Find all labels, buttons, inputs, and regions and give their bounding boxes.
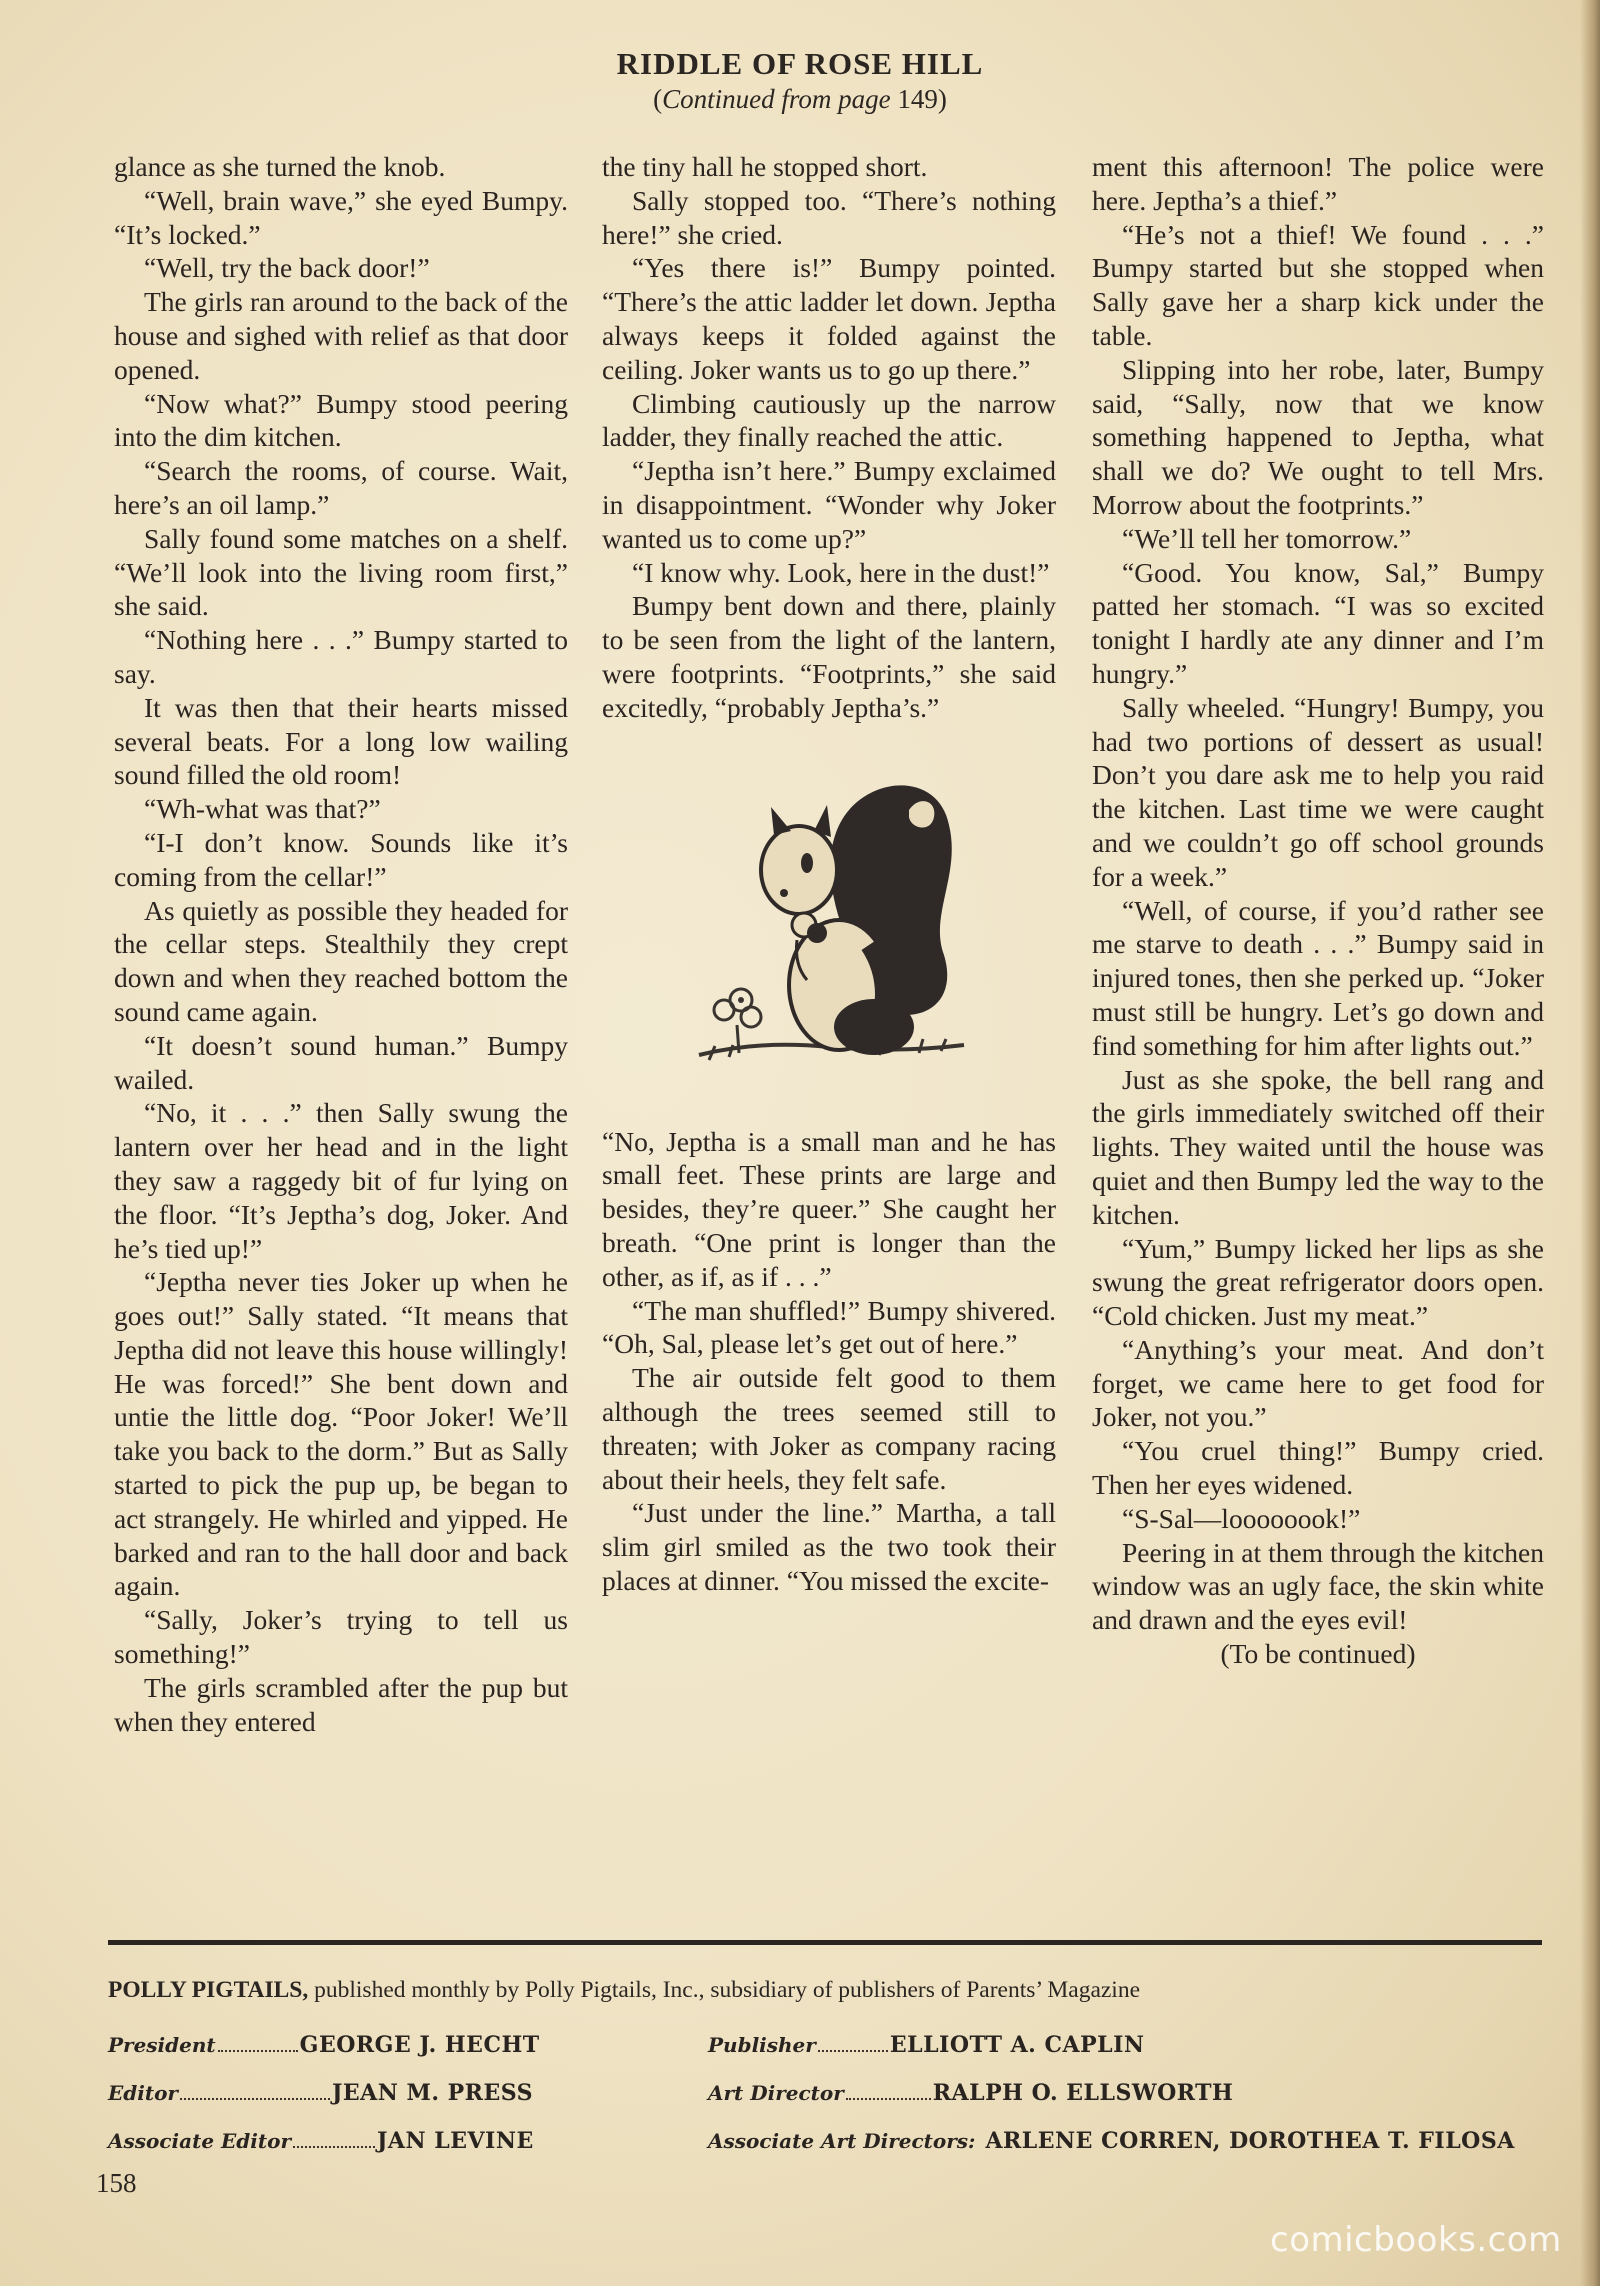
masthead-divider: [108, 1940, 1542, 1945]
paragraph: “I know why. Look, here in the dust!”: [632, 556, 1050, 588]
publisher-brand: POLLY PIGTAILS,: [108, 1977, 309, 2003]
paragraph: “Wh-what was that?”: [144, 793, 381, 825]
staff-associate-editor: [108, 2128, 534, 2154]
staff-art-director: [708, 2080, 1233, 2106]
staff-name: GEORGE J. HECHT: [299, 2032, 540, 2058]
paragraph: The girls scrambled after the pup but when they entered: [114, 1671, 568, 1737]
paragraph: “Jeptha isn’t here.” Bumpy exclaimed in disappointment. “Wonder why Joker wanted us to come up?”: [602, 455, 1056, 554]
paragraph: Bumpy bent down and there, plainly to be seen from the light of the lantern, were footprints. “Footprints,” she said excitedly, “probably Jeptha’s.”: [602, 590, 1056, 723]
continued-note: [0, 84, 1600, 115]
page-number: 158: [96, 2168, 137, 2198]
paragraph: ment this afternoon! The police were here. Jeptha’s a thief.”: [1092, 151, 1544, 216]
paragraph: “Just under the line.” Martha, a tall slim girl smiled as the two took their places at dinner. “You missed the excite-: [602, 1497, 1056, 1596]
staff-name: RALPH O. ELLSWORTH: [932, 2080, 1234, 2106]
paragraph: The girls ran around to the back of the house and sighed with relief as that door opened.: [114, 286, 568, 385]
paragraph: “S-Sal—loooooook!”: [1122, 1502, 1361, 1534]
page-spine-shadow: [1580, 0, 1600, 2286]
continued-open-paren: (: [653, 84, 663, 114]
paragraph: Peering in at them through the kitchen window was an ugly face, the skin white and drawn and the eyes evil!: [1092, 1536, 1544, 1636]
paragraph: Just as she spoke, the bell rang and the girls immediately switched off their lights. They waited until the house was quiet and then Bumpy led the way to the kitchen.: [1092, 1063, 1544, 1230]
story-header: [0, 46, 1600, 115]
staff-publisher: [708, 2032, 1145, 2058]
paragraph: “He’s not a thief! We found . . .” Bumpy started but she stopped when Sally gave her a sharp kick under the table.: [1092, 218, 1544, 351]
paragraph: “Search the rooms, of course. Wait, here’s an oil lamp.”: [114, 455, 568, 520]
paragraph: glance as she turned the knob.: [114, 151, 446, 182]
staff-role: Publisher: [708, 2033, 816, 2057]
paragraph: the tiny hall he stopped short.: [602, 151, 928, 182]
to-be-continued: (To be continued): [1220, 1638, 1416, 1670]
staff-president: [108, 2032, 540, 2058]
paragraph: “The man shuffled!” Bumpy shivered. “Oh, Sal, please let’s get out of here.”: [602, 1294, 1056, 1360]
paragraph: “Jeptha never ties Joker up when he goes out!” Sally stated. “It means that Jeptha did not leave this house willingly! He was forced!” She bent down and untie the little dog. “Poor Joker! We’ll take you back to the dorm.” But as Sally started to pick the pup up, be began to act strangely. He whirled and yipped. He barked and ran to the hall door and back again.: [114, 1266, 568, 1602]
staff-editor: [108, 2080, 533, 2106]
continued-page-number: 149): [890, 84, 947, 114]
text-column-1: [114, 150, 568, 1920]
text-column-2: [602, 150, 1056, 1920]
text-column-3: [1092, 150, 1544, 1920]
paragraph: “No, it . . .” then Sally swung the lantern over her head and in the light they saw a raggedy bit of fur lying on the floor. “It’s Jeptha’s dog, Joker. And he’s tied up!”: [114, 1097, 568, 1264]
staff-role: Associate Editor: [108, 2129, 291, 2153]
paragraph: Sally stopped too. “There’s nothing here!” she cried.: [602, 184, 1056, 250]
paragraph: Sally found some matches on a shelf. “We’ll look into the living room first,” she said.: [114, 522, 568, 622]
masthead: [108, 1977, 1542, 2004]
staff-role: President: [108, 2033, 216, 2057]
paragraph: “Anything’s your meat. And don’t forget, we came here to get food for Joker, not you.”: [1092, 1333, 1544, 1433]
staff-role: Associate Art Directors:: [708, 2129, 976, 2153]
paragraph: “It doesn’t sound human.” Bumpy wailed.: [114, 1029, 568, 1095]
staff-name: JEAN M. PRESS: [331, 2080, 534, 2106]
publisher-line: [108, 1977, 1542, 2004]
staff-name: ARLENE CORREN, DOROTHEA T. FILOSA: [985, 2128, 1515, 2154]
staff-name: ELLIOTT A. CAPLIN: [889, 2032, 1145, 2058]
paragraph: It was then that their hearts missed several beats. For a long low wailing sound filled the old room!: [114, 691, 568, 791]
site-watermark: comicbooks.com: [1270, 2220, 1562, 2260]
paragraph: The air outside felt good to them although the trees seemed still to threaten; with Joker as company racing about their heels, they felt safe.: [602, 1362, 1056, 1495]
paragraph: Slipping into her robe, later, Bumpy said, “Sally, now that we know something happened to Jeptha, what shall we do? We ought to tell Mrs. Morrow about the footprints.”: [1092, 353, 1544, 520]
paragraph: “We’ll tell her tomorrow.”: [1122, 522, 1412, 554]
paragraph: “Well, try the back door!”: [144, 252, 430, 284]
staff-role: Art Director: [708, 2081, 844, 2105]
paragraph: As quietly as possible they headed for the cellar steps. Stealthily they crept down and when they reached bottom the sound came again.: [114, 894, 568, 1027]
paragraph: “Nothing here . . .” Bumpy started to say.: [114, 624, 568, 689]
publisher-line-text: published monthly by Polly Pigtails, Inc., subsidiary of publishers of Parents’ Magazine: [308, 1977, 1141, 2003]
paragraph: “I-I don’t know. Sounds like it’s coming from the cellar!”: [114, 826, 568, 892]
paragraph: “Good. You know, Sal,” Bumpy patted her stomach. “I was so excited tonight I hardly ate any dinner and I’m hungry.”: [1092, 556, 1544, 689]
paragraph: “Well, of course, if you’d rather see me starve to death . . .” Bumpy said in injured tones, then she perked up. “Joker must still be hungry. Let’s go down and find something for him after lights out.”: [1092, 894, 1544, 1061]
squirrel-illustration-icon: [679, 755, 979, 1105]
paragraph: “Now what?” Bumpy stood peering into the dim kitchen.: [114, 387, 568, 453]
continued-italic-text: Continued from page: [662, 84, 891, 114]
staff-name: JAN LEVINE: [376, 2128, 534, 2154]
paragraph: Sally wheeled. “Hungry! Bumpy, you had two portions of dessert as usual! Don’t you dare ask me to help you raid the kitchen. Last time we were caught and we couldn’t go off school grounds for a week.”: [1092, 691, 1544, 892]
paragraph: “Yum,” Bumpy licked her lips as she swung the great refrigerator doors open. “Cold chicken. Just my meat.”: [1092, 1232, 1544, 1332]
staff-role: Editor: [108, 2081, 178, 2105]
paragraph: “Yes there is!” Bumpy pointed. “There’s the attic ladder let down. Jeptha always keeps it folded against the ceiling. Joker wants us to go up there.”: [602, 252, 1056, 385]
staff-associate-art-directors: [708, 2128, 1515, 2154]
paragraph: “You cruel thing!” Bumpy cried. Then her eyes widened.: [1092, 1435, 1544, 1501]
paragraph: “Well, brain wave,” she eyed Bumpy. “It’s locked.”: [114, 184, 568, 250]
paragraph: “Sally, Joker’s trying to tell us something!”: [114, 1604, 568, 1670]
paragraph: Climbing cautiously up the narrow ladder, they finally reached the attic.: [602, 387, 1056, 453]
paragraph: “No, Jeptha is a small man and he has small feet. These prints are large and besides, they’re queer.” She caught her breath. “One print is longer than the other, as if, as if . . .”: [602, 1125, 1056, 1292]
story-title: RIDDLE OF ROSE HILL: [616, 46, 984, 81]
